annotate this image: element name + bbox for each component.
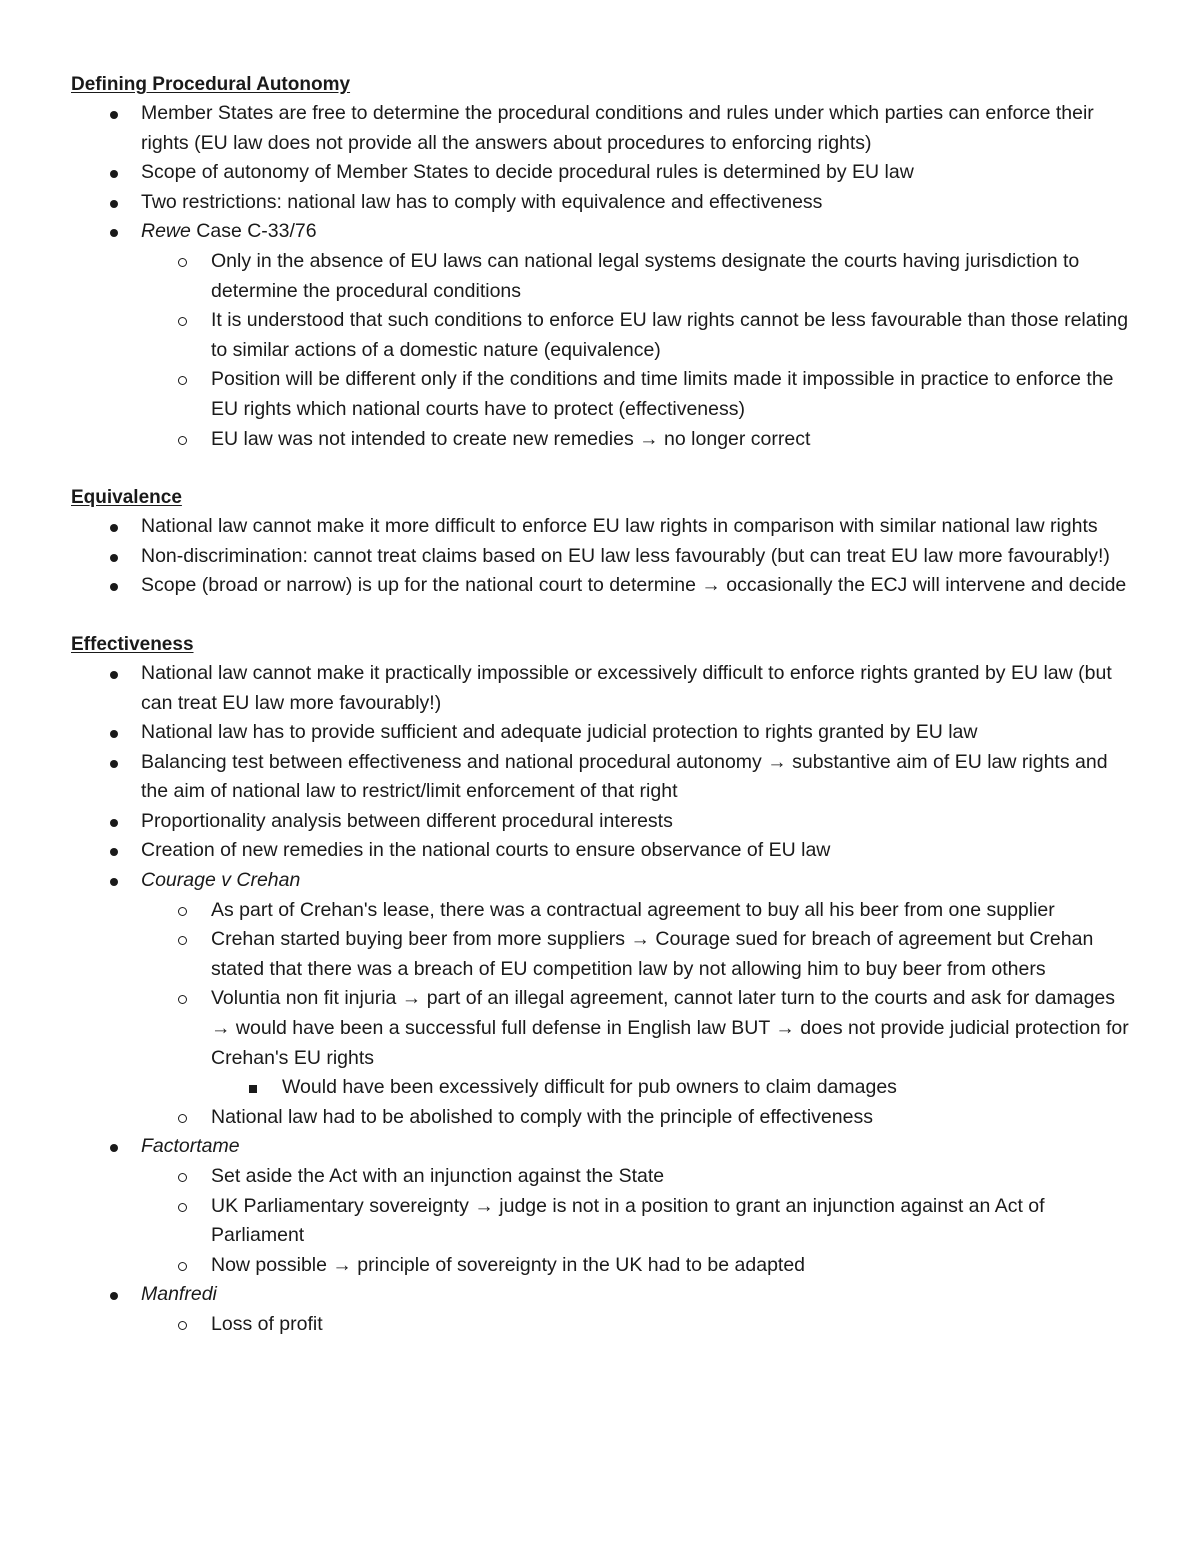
item-text: Scope of autonomy of Member States to decide procedural rules is determined by EU law	[141, 161, 914, 184]
bullet-list	[71, 659, 1131, 1340]
filled-bullet-icon	[110, 760, 118, 768]
list-item	[71, 748, 1131, 807]
list-item	[71, 512, 1131, 542]
case-name: Courage v Crehan	[141, 869, 301, 892]
hollow-bullet-icon	[178, 1203, 187, 1212]
case-name: Manfredi	[141, 1283, 217, 1306]
hollow-bullet-icon	[178, 1321, 187, 1330]
case-name: Rewe	[141, 220, 191, 243]
list-item	[71, 365, 1131, 424]
list-item	[71, 718, 1131, 748]
item-text: Scope (broad or narrow) is up for the national court to determine → occasionally the ECJ will intervene and decide	[141, 574, 1127, 597]
section-heading: Effectiveness	[71, 633, 194, 655]
item-text: Now possible → principle of sovereignty in the UK had to be adapted	[211, 1253, 806, 1276]
filled-bullet-icon	[110, 1144, 118, 1152]
section-effectiveness	[71, 630, 1131, 1340]
list-item	[71, 836, 1131, 866]
hollow-bullet-icon	[178, 995, 187, 1004]
list-item	[71, 571, 1131, 601]
item-text: UK Parliamentary sovereignty → judge is not in a position to grant an injunction against an Act of Parliament	[211, 1194, 1045, 1247]
filled-bullet-icon	[110, 1292, 118, 1300]
hollow-bullet-icon	[178, 1173, 187, 1182]
item-text: Two restrictions: national law has to comply with equivalence and effectiveness	[141, 190, 823, 213]
item-text: Non-discrimination: cannot treat claims based on EU law less favourably (but can treat EU law more favourably!)	[141, 544, 1110, 567]
list-item	[71, 158, 1131, 188]
filled-bullet-icon	[110, 524, 118, 532]
case-name: Factortame	[141, 1135, 240, 1158]
item-text: Loss of profit	[211, 1312, 323, 1335]
hollow-bullet-icon	[178, 317, 187, 326]
square-bullet-icon	[249, 1085, 257, 1093]
item-text: Creation of new remedies in the national courts to ensure observance of EU law	[141, 839, 831, 862]
document-body	[71, 70, 1131, 1340]
list-item	[71, 807, 1131, 837]
list-item	[71, 1162, 1131, 1192]
item-text: Crehan started buying beer from more suppliers → Courage sued for breach of agreement but Crehan stated that there was a breach of EU competition law by not allowing him to buy beer from others	[211, 928, 1094, 980]
list-item	[71, 542, 1131, 572]
list-item	[71, 1073, 1131, 1103]
filled-bullet-icon	[110, 848, 118, 856]
section-heading: Defining Procedural Autonomy	[71, 74, 351, 95]
list-item	[71, 217, 1131, 247]
filled-bullet-icon	[110, 554, 118, 562]
filled-bullet-icon	[110, 819, 118, 827]
hollow-bullet-icon	[178, 936, 187, 945]
filled-bullet-icon	[110, 878, 118, 886]
list-item	[71, 866, 1131, 896]
list-item	[71, 306, 1131, 365]
filled-bullet-icon	[110, 671, 118, 679]
filled-bullet-icon	[110, 111, 118, 119]
item-text: National law had to be abolished to comply with the principle of effectiveness	[211, 1105, 873, 1128]
filled-bullet-icon	[110, 229, 118, 237]
hollow-bullet-icon	[178, 258, 187, 267]
filled-bullet-icon	[110, 200, 118, 208]
bullet-list	[71, 512, 1131, 601]
filled-bullet-icon	[110, 583, 118, 591]
list-item	[71, 1310, 1131, 1340]
item-text: Would have been excessively difficult for pub owners to claim damages	[282, 1076, 897, 1099]
list-item	[71, 1132, 1131, 1162]
item-text: Balancing test between effectiveness and national procedural autonomy → substantive aim of EU law rights and the aim of national law to restrict/limit enforcement of that right	[141, 750, 1108, 803]
filled-bullet-icon	[110, 170, 118, 178]
item-text: National law cannot make it more difficult to enforce EU law rights in comparison with similar national law rights	[141, 515, 1098, 538]
section-equivalence	[71, 483, 1131, 601]
list-item	[71, 247, 1131, 306]
item-text: It is understood that such conditions to enforce EU law rights cannot be less favourable than those relating to similar actions of a domestic nature (equivalence)	[211, 309, 1129, 361]
item-text: Member States are free to determine the procedural conditions and rules under which parties can enforce their rights (EU law does not provide all the answers about procedures to enforcing rights)	[141, 102, 1094, 154]
filled-bullet-icon	[110, 730, 118, 738]
hollow-bullet-icon	[178, 1114, 187, 1123]
list-item	[71, 1192, 1131, 1251]
hollow-bullet-icon	[178, 907, 187, 916]
hollow-bullet-icon	[178, 376, 187, 385]
list-item	[71, 425, 1131, 455]
item-text: Only in the absence of EU laws can national legal systems designate the courts having jurisdiction to determine the procedural conditions	[211, 249, 1080, 302]
item-text: National law cannot make it practically impossible or excessively difficult to enforce rights granted by EU law (but can treat EU law more favourably!)	[141, 661, 1112, 714]
item-text: Case C-33/76	[190, 220, 317, 243]
hollow-bullet-icon	[178, 1262, 187, 1271]
list-item	[71, 188, 1131, 218]
list-item	[71, 99, 1131, 158]
list-item	[71, 984, 1131, 1073]
bullet-list	[71, 99, 1131, 454]
list-item	[71, 659, 1131, 718]
hollow-bullet-icon	[178, 436, 187, 445]
item-text: Set aside the Act with an injunction against the State	[211, 1165, 665, 1187]
section-procedural-autonomy	[71, 70, 1131, 454]
item-text: EU law was not intended to create new remedies → no longer correct	[211, 427, 811, 450]
list-item	[71, 1251, 1131, 1281]
item-text: Voluntia non fit injuria → part of an illegal agreement, cannot later turn to the courts and ask for damages → would have been a successful full defense in English law BUT → does not provide judicial protection for Crehan's EU rights	[211, 987, 1129, 1069]
item-text: National law has to provide sufficient and adequate judicial protection to rights granted by EU law	[141, 721, 978, 744]
item-text: As part of Crehan's lease, there was a contractual agreement to buy all his beer from one supplier	[211, 898, 1055, 921]
list-item	[71, 1103, 1131, 1133]
list-item	[71, 896, 1131, 926]
item-text: Position will be different only if the conditions and time limits made it impossible in practice to enforce the EU rights which national courts have to protect (effectiveness)	[211, 368, 1114, 420]
item-text: Proportionality analysis between different procedural interests	[141, 809, 673, 832]
section-heading: Equivalence	[71, 487, 182, 509]
list-item	[71, 925, 1131, 984]
list-item	[71, 1280, 1131, 1310]
